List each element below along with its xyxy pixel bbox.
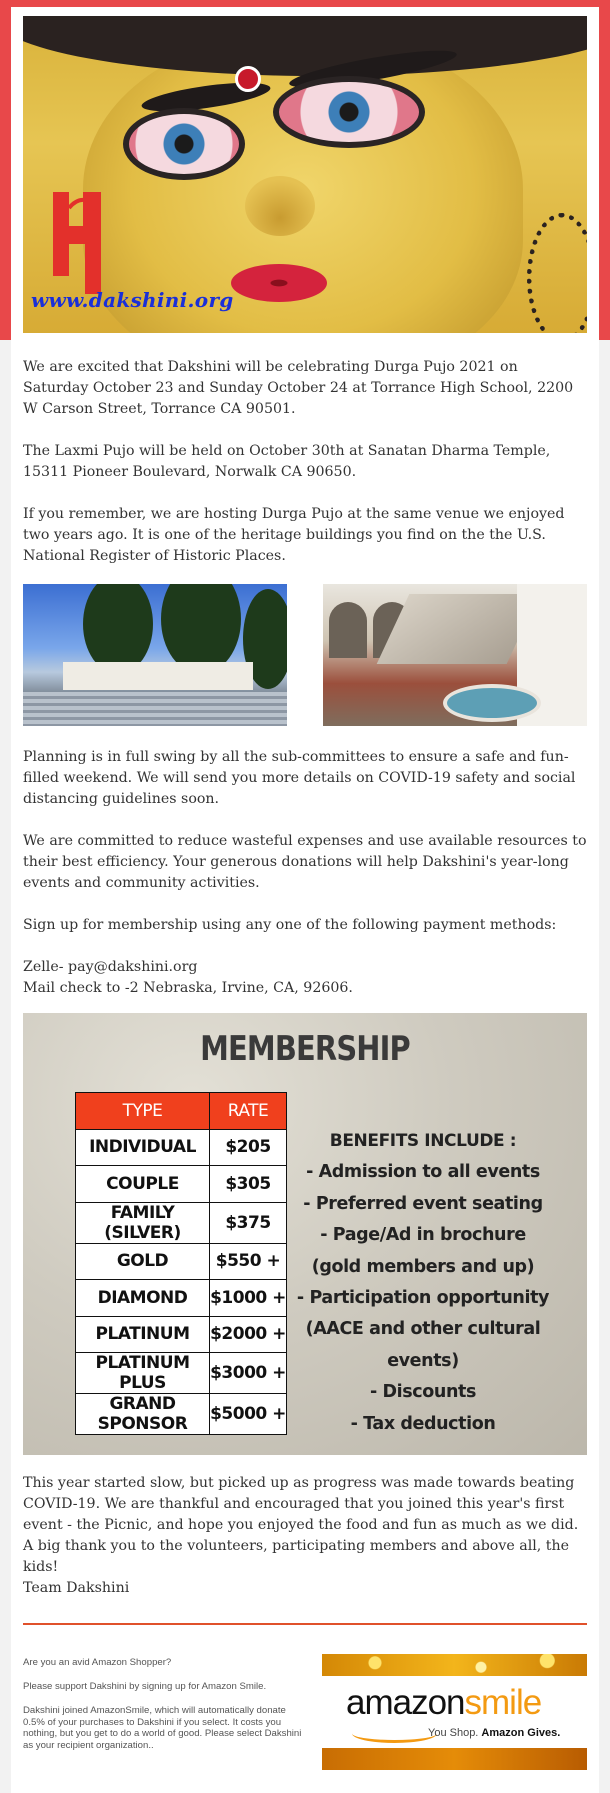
benefits-list xyxy=(291,1126,555,1440)
tagline-you-shop: You Shop. xyxy=(428,1727,482,1739)
amazon-word: amazon xyxy=(346,1683,465,1722)
benefit-item: - Page/Ad in brochure xyxy=(320,1225,526,1246)
smile-word: smile xyxy=(464,1683,542,1722)
table-row xyxy=(76,1316,287,1353)
rate-header: RATE xyxy=(210,1093,287,1130)
venue-photo-exterior xyxy=(23,584,287,726)
membership-rate-table xyxy=(75,1092,287,1435)
tika-mark xyxy=(235,66,261,92)
tagline-amazon-gives: Amazon Gives. xyxy=(481,1727,561,1739)
membership-type-cell: GRAND SPONSOR xyxy=(76,1394,210,1435)
footer-separator xyxy=(23,1623,587,1625)
table-row xyxy=(76,1353,287,1394)
table-header-row xyxy=(76,1093,287,1130)
benefit-item: (AACE and other cultural events) xyxy=(305,1319,541,1371)
benefit-item: - Tax deduction xyxy=(350,1413,496,1434)
tree-shape xyxy=(83,584,153,674)
benefit-item: - Admission to all events xyxy=(306,1162,540,1183)
membership-graphic xyxy=(23,1013,587,1455)
benefit-item: - Preferred event seating xyxy=(303,1193,543,1214)
membership-rate-cell: $2000 + xyxy=(210,1316,287,1353)
membership-type-cell: PLATINUM xyxy=(76,1316,210,1353)
closing-paragraph: This year started slow, but picked up as progress was made towards beating COVID-19. We are thankful and encouraged that you joined this year's first event - the Picnic, and hope you enjoyed the food and fun as much as we did. A big thank you to the volunteers, participating members and above all, the kids! xyxy=(23,1475,579,1575)
right-eye xyxy=(273,76,425,148)
benefit-item: - Discounts xyxy=(370,1382,476,1403)
nose-shape xyxy=(245,176,315,236)
tree-shape xyxy=(161,584,241,674)
table-row xyxy=(76,1394,287,1435)
membership-type-cell: DIAMOND xyxy=(76,1280,210,1317)
hair-shape xyxy=(23,16,587,76)
benefit-item: - Participation opportunity xyxy=(296,1288,550,1309)
membership-rate-cell: $305 xyxy=(210,1166,287,1203)
dakshini-logo-icon xyxy=(49,186,105,294)
venue-photo-courtyard xyxy=(323,584,587,726)
intro-paragraph-3: If you remember, we are hosting Durga Pujo at the same venue we enjoyed two years ago. It is one of the heritage buildings you find on the the U.S. National Register of Historic Places. xyxy=(23,506,565,564)
membership-rate-cell: $5000 + xyxy=(210,1394,287,1435)
table-row xyxy=(76,1280,287,1317)
smile-arrow-icon xyxy=(352,1724,437,1743)
amazonsmile-logo xyxy=(346,1683,541,1723)
membership-type-cell: PLATINUM PLUS xyxy=(76,1353,210,1394)
amazon-detail: Dakshini joined AmazonSmile, which will automatically donate 0.5% of your purchases to Dakshini if you select. It costs you nothing, but you get to do a world of good. Please select Dakshini as your recipient organization.. xyxy=(23,1705,302,1751)
planning-paragraph: Planning is in full swing by all the sub-committees to ensure a safe and fun-filled weekend. We will send you more details on COVID-19 safety and social distancing guidelines soon. xyxy=(23,749,576,807)
table-row xyxy=(76,1129,287,1166)
website-url[interactable]: www.dakshini.org xyxy=(31,288,234,312)
membership-title: MEMBERSHIP xyxy=(200,1029,410,1069)
newsletter-card xyxy=(11,7,599,1793)
amazonsmile-tagline xyxy=(428,1727,560,1739)
amazonsmile-banner[interactable] xyxy=(322,1654,587,1770)
membership-rate-cell: $1000 + xyxy=(210,1280,287,1317)
membership-type-cell: FAMILY (SILVER) xyxy=(76,1202,210,1243)
membership-rate-cell: $3000 + xyxy=(210,1353,287,1394)
amazon-ask: Please support Dakshini by signing up for Amazon Smile. xyxy=(23,1681,267,1692)
building-facade xyxy=(63,662,253,690)
left-eye xyxy=(123,108,245,180)
donations-paragraph: We are committed to reduce wasteful expenses and use available resources to their best efficiency. Your generous donations will help Dakshini's year-long events and community activities. xyxy=(23,833,587,891)
lips-shape xyxy=(231,264,327,302)
amazon-question: Are you an avid Amazon Shopper? xyxy=(23,1657,172,1668)
signoff: Team Dakshini xyxy=(23,1580,130,1596)
intro-paragraph-1: We are excited that Dakshini will be celebrating Durga Pujo 2021 on Saturday October 23 and Sunday October 24 at Torrance High School, 2200 W Carson Street, Torrance CA 90501. xyxy=(23,359,574,417)
arch-shape xyxy=(329,602,367,658)
type-header: TYPE xyxy=(76,1093,210,1130)
membership-type-cell: INDIVIDUAL xyxy=(76,1129,210,1166)
membership-type-cell: COUPLE xyxy=(76,1166,210,1203)
gold-bokeh-strip xyxy=(322,1654,587,1676)
table-row xyxy=(76,1202,287,1243)
zelle-line: Zelle- pay@dakshini.org xyxy=(23,959,198,975)
mail-check-line: Mail check to -2 Nebraska, Irvine, CA, 92606. xyxy=(23,980,353,996)
membership-type-cell: GOLD xyxy=(76,1243,210,1280)
front-steps xyxy=(23,692,287,726)
benefit-item: (gold members and up) xyxy=(311,1256,535,1277)
orange-strip xyxy=(322,1748,587,1770)
ornament-swirl xyxy=(527,213,587,333)
membership-rate-cell: $550 + xyxy=(210,1243,287,1280)
membership-rate-cell: $375 xyxy=(210,1202,287,1243)
signup-paragraph: Sign up for membership using any one of the following payment methods: xyxy=(23,917,557,933)
hero-banner-image xyxy=(23,16,587,333)
table-row xyxy=(76,1166,287,1203)
benefits-heading: BENEFITS INCLUDE : xyxy=(329,1131,517,1151)
membership-rate-cell: $205 xyxy=(210,1129,287,1166)
intro-paragraph-2: The Laxmi Pujo will be held on October 30th at Sanatan Dharma Temple, 15311 Pioneer Boulevard, Norwalk CA 90650. xyxy=(23,443,551,480)
fountain-shape xyxy=(443,684,541,722)
table-row xyxy=(76,1243,287,1280)
